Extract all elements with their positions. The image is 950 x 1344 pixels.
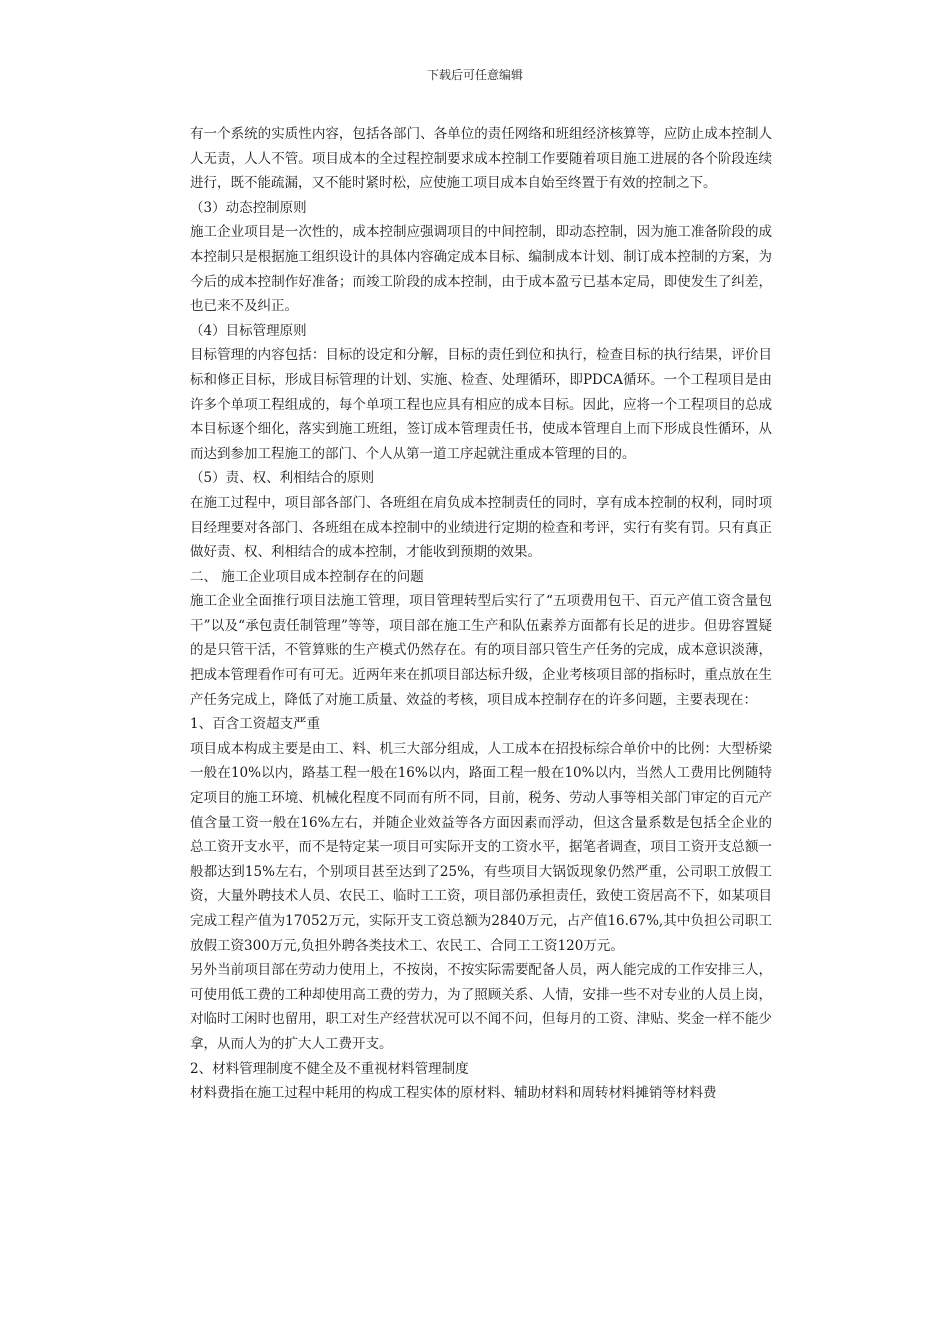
document-body: [190, 122, 772, 1106]
paragraph: 在施工过程中，项目部各部门、各班组在肩负成本控制责任的同时，享有成本控制的权利，同时项目经理要对各部门、各班组在成本控制中的业绩进行定期的检查和考评，实行有奖有罚。只有真正做好责、权、利相结合的成本控制，才能收到预期的效果。: [190, 494, 772, 561]
page-header: 下载后可任意编辑: [426, 68, 523, 82]
paragraph: 项目成本构成主要是由工、料、机三大部分组成，人工成本在招投标综合单价中的比例：大型桥梁一般在10%以内，路基工程一般在16%以内，路面工程一般在10%以内，当然人工费用比例随特定项目的施工环境、机械化程度不同而有所不同，目前，税务、劳动人事等相关部门审定的百元产值含量工资一般在16%左右，并随企业效益等各方面因素而浮动，但这含量系数是包括全企业的总工资开支水平，而不是特定某一项目可实际开支的工资水平，据笔者调查，项目工资开支总额一般都达到15%左右，个别项目甚至达到了25%，有些项目大锅饭现象仍然严重，公司职工放假工资，大量外聘技术人员、农民工、临时工工资，项目部仍承担责任，致使工资居高不下，如某项目完成工程产值为17052万元，实际开支工资总额为2840万元，占产值16.67%,其中负担公司职工放假工资300万元,负担外聘各类技术工、农民工、合同工工资120万元。: [190, 740, 772, 954]
paragraph: 施工企业全面推行项目法施工管理，项目管理转型后实行了“五项费用包干、百元产值工资含量包干”以及“承包责任制管理”等等，项目部在施工生产和队伍素养方面都有长足的进步。但毋容置疑的是只管干活，不管算账的生产模式仍然存在。有的项目部只管生产任务的完成，成本意识淡薄，把成本管理看作可有可无。近两年来在抓项目部达标升级，企业考核项目部的指标时，重点放在生产任务完成上，降低了对施工质量、效益的考核，项目成本控制存在的许多问题，主要表现在：: [190, 593, 772, 708]
section-heading: 二、 施工企业项目成本控制存在的问题: [190, 568, 424, 585]
section-heading: （4）目标管理原则: [190, 322, 307, 339]
section-heading: （5）责、权、利相结合的原则: [190, 470, 375, 487]
paragraph: 另外当前项目部在劳动力使用上，不按岗，不按实际需要配备人员，两人能完成的工作安排三人，可使用低工费的工种却使用高工费的劳力，为了照顾关系、人情，安排一些不对专业的人员上岗，对临时工闲时也留用，职工对生产经营状况可以不闻不问，但每月的工资、津贴、奖金一样不能少拿，从而人为的扩大人工费开支。: [190, 962, 772, 1052]
paragraph: 目标管理的内容包括：目标的设定和分解，目标的责任到位和执行，检查目标的执行结果，评价目标和修正目标，形成目标管理的计划、实施、检查、处理循环，即PDCA循环。一个工程项目是由许多个单项工程组成的，每个单项工程也应具有相应的成本目标。因此，应将一个工程项目的总成本目标逐个细化，落实到施工班组，签订成本管理责任书，使成本管理自上而下形成良性循环，从而达到参加工程施工的部门、个人从第一道工序起就注重成本管理的目的。: [190, 347, 772, 462]
paragraph: 有一个系统的实质性内容，包括各部门、各单位的责任网络和班组经济核算等，应防止成本控制人人无责，人人不管。项目成本的全过程控制要求成本控制工作要随着项目施工进展的各个阶段连续进行，既不能疏漏，又不能时紧时松，应使施工项目成本自始至终置于有效的控制之下。: [190, 126, 772, 192]
paragraph: 施工企业项目是一次性的，成本控制应强调项目的中间控制，即动态控制，因为施工准备阶段的成本控制只是根据施工组织设计的具体内容确定成本目标、编制成本计划、制订成本控制的方案，为今后的成本控制作好准备；而竣工阶段的成本控制，由于成本盈亏已基本定局，即使发生了纠差，也已来不及纠正。: [190, 224, 772, 315]
section-heading: （3）动态控制原则: [190, 199, 307, 216]
section-heading: 2、材料管理制度不健全及不重视材料管理制度: [190, 1060, 469, 1077]
section-heading: 1、百含工资超支严重: [190, 716, 321, 733]
paragraph: 材料费指在施工过程中耗用的构成工程实体的原材料、辅助材料和周转材料摊销等材料费: [190, 1085, 717, 1102]
